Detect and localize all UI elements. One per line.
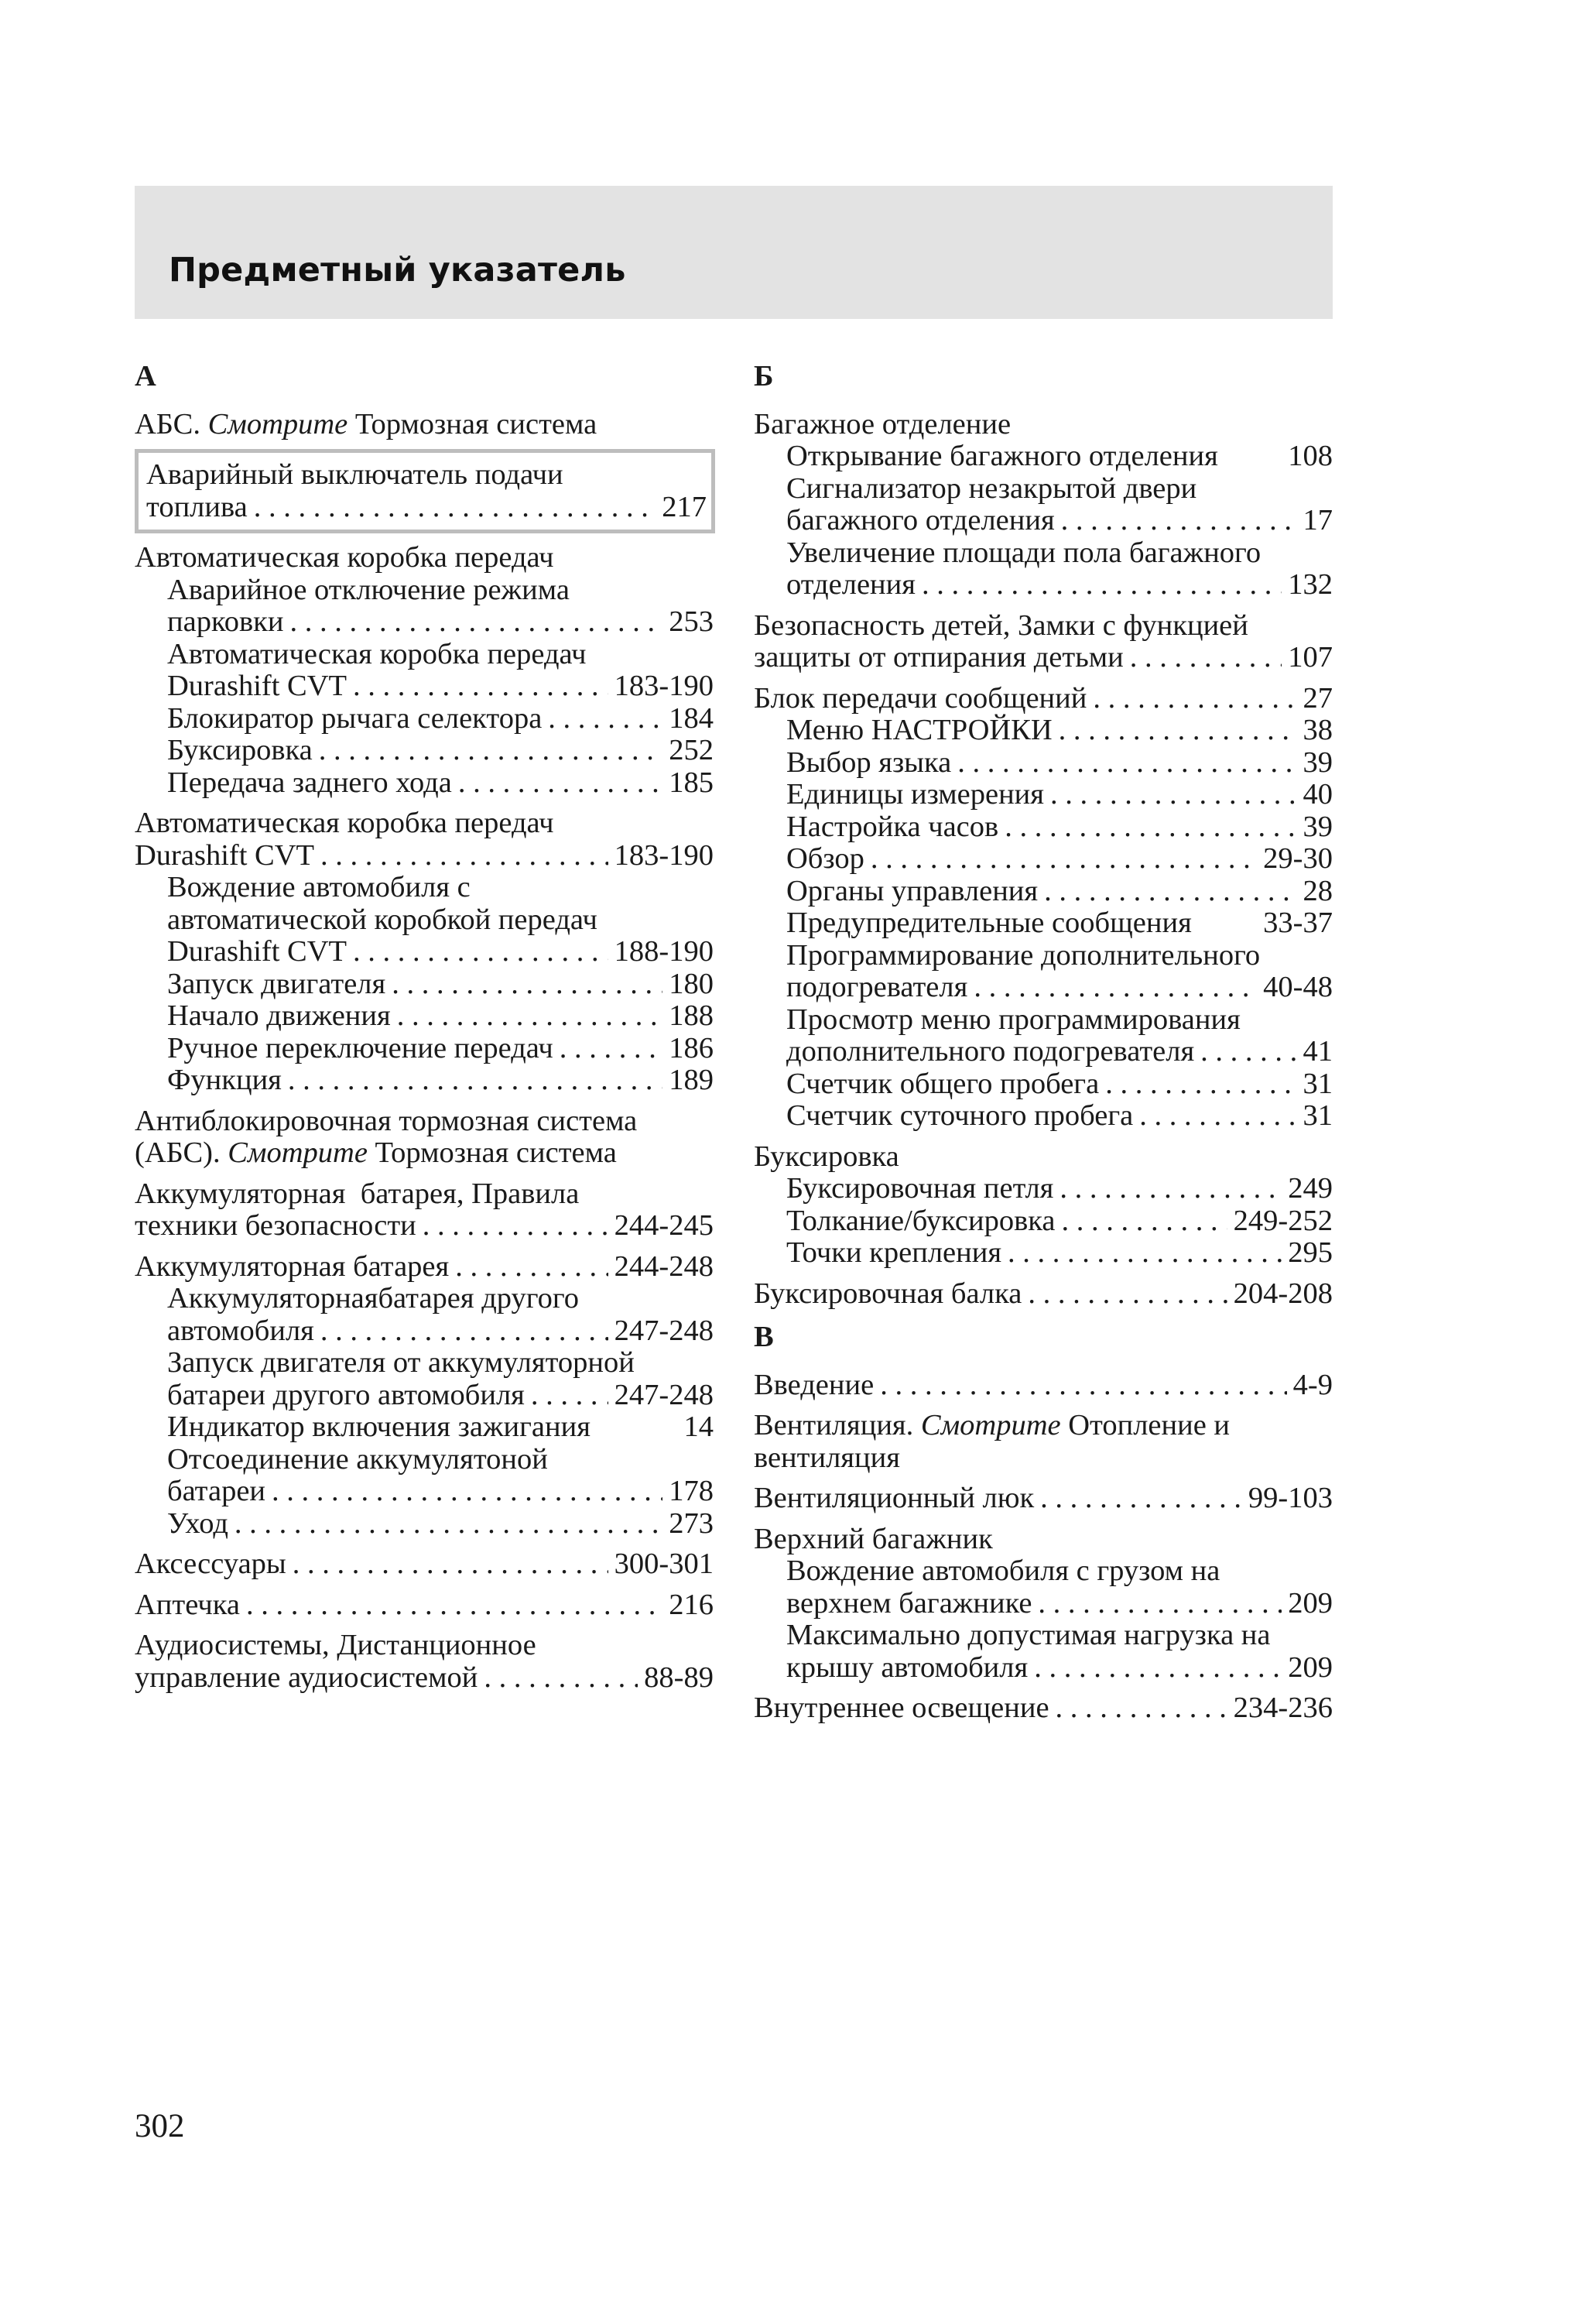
subentry-text: Меню НАСТРОЙКИ bbox=[786, 714, 1053, 746]
entry-text: Введение bbox=[754, 1368, 875, 1401]
subentry-text: Программирование дополнительного bbox=[786, 938, 1261, 972]
subentry-text: Толкание/буксировка bbox=[786, 1204, 1056, 1237]
page-ref: 88-89 bbox=[644, 1661, 714, 1694]
subentry-text: Открывание багажного отделения bbox=[786, 440, 1218, 472]
entry-text: Внутреннее освещение bbox=[754, 1692, 1049, 1724]
section-letter-b: Б bbox=[754, 360, 774, 392]
index-entry-introduction bbox=[754, 1369, 1333, 1402]
page-ref: 247-248 bbox=[614, 1378, 714, 1411]
subentry-text: автоматической коробкой передач bbox=[167, 903, 597, 936]
subentry-text: Запуск двигателя bbox=[167, 967, 386, 1000]
subentry-text: Органы управления bbox=[786, 874, 1039, 907]
subentry-text: Счетчик суточного пробега bbox=[786, 1099, 1134, 1132]
see-reference: Смотрите bbox=[207, 407, 348, 440]
page-ref: 188-190 bbox=[614, 935, 714, 968]
subentry-text: Настройка часов bbox=[786, 810, 999, 843]
entry-heading: Багажное отделение bbox=[754, 407, 1012, 440]
leader-dots bbox=[1028, 1278, 1227, 1311]
page-ref: 31 bbox=[1303, 1099, 1333, 1132]
leader-dots bbox=[1060, 1173, 1282, 1205]
page-ref: 108 bbox=[1288, 440, 1333, 472]
leader-dots bbox=[974, 972, 1257, 1004]
index-entry-battery-safety bbox=[135, 1178, 714, 1243]
leader-dots bbox=[1040, 1482, 1242, 1515]
page-ref: 29-30 bbox=[1263, 842, 1333, 875]
page-ref: 188 bbox=[669, 999, 714, 1032]
leader-dots bbox=[871, 843, 1257, 876]
leader-dots bbox=[484, 1662, 638, 1695]
leader-dots bbox=[1130, 642, 1282, 674]
page-ref: 183-190 bbox=[614, 838, 714, 872]
page-ref: 249-252 bbox=[1233, 1204, 1333, 1237]
index-entry-antilock-brakes bbox=[135, 1105, 714, 1170]
index-entry-fuel-cutoff-highlighted bbox=[135, 449, 715, 533]
page-ref: 247-248 bbox=[614, 1314, 714, 1347]
subentry-text: Просмотр меню программирования bbox=[786, 1003, 1241, 1036]
page-ref: 209 bbox=[1288, 1586, 1333, 1620]
entry-text: Безопасность детей, Замки с функцией bbox=[754, 608, 1248, 642]
leader-dots bbox=[458, 767, 662, 800]
index-entry-ventilation bbox=[754, 1410, 1333, 1474]
leader-dots bbox=[1008, 1237, 1282, 1270]
entry-text: Аксессуары bbox=[135, 1548, 286, 1580]
leader-dots bbox=[560, 1033, 663, 1065]
page-ref: 27 bbox=[1303, 681, 1333, 715]
leader-dots bbox=[1105, 1068, 1296, 1101]
subentry-text: Буксировка bbox=[167, 734, 313, 766]
page-title: Предметный указатель bbox=[169, 251, 626, 290]
leader-dots bbox=[957, 747, 1296, 780]
page-ref: 216 bbox=[669, 1588, 714, 1621]
leader-dots bbox=[1139, 1100, 1296, 1133]
leader-dots bbox=[234, 1508, 662, 1541]
page-ref: 41 bbox=[1303, 1035, 1333, 1068]
subentry-text: Вождение автомобиля с bbox=[167, 871, 471, 903]
leader-dots bbox=[353, 670, 608, 703]
subentry-text: парковки bbox=[167, 605, 284, 638]
subentry-text: крышу автомобиля bbox=[786, 1650, 1029, 1684]
page-ref: 28 bbox=[1303, 874, 1333, 907]
page-ref: 4-9 bbox=[1292, 1368, 1333, 1401]
see-target: Тормозная система bbox=[375, 1136, 617, 1169]
index-entry-accessories bbox=[135, 1548, 714, 1581]
page-ref: 39 bbox=[1303, 746, 1333, 779]
index-entry-child-safety bbox=[754, 610, 1333, 674]
page-ref: 99-103 bbox=[1248, 1482, 1333, 1514]
leader-dots bbox=[1034, 1652, 1282, 1685]
leader-dots bbox=[289, 606, 662, 639]
page-ref: 295 bbox=[1288, 1236, 1333, 1269]
entry-text: Вентиляционный люк bbox=[754, 1482, 1035, 1514]
index-entry-durashift-cvt bbox=[135, 807, 714, 1097]
leader-dots bbox=[531, 1380, 608, 1412]
entry-text: Аварийный выключатель подачи bbox=[146, 458, 563, 491]
entry-text: Аудиосистемы, Дистанционное bbox=[135, 1629, 536, 1661]
leader-dots bbox=[1059, 715, 1297, 747]
subentry-text: батареи другого автомобиля bbox=[167, 1378, 525, 1411]
see-reference: Смотрите bbox=[228, 1136, 368, 1169]
index-entry-roof-rack bbox=[754, 1524, 1333, 1685]
section-letter-v: В bbox=[754, 1321, 774, 1353]
page-ref: 300-301 bbox=[614, 1548, 714, 1580]
subentry-text: Ручное переключение передач bbox=[167, 1031, 553, 1064]
subentry-text: батареи bbox=[167, 1475, 266, 1507]
subentry-text: Предупредительные сообщения bbox=[786, 907, 1192, 939]
page-ref: 132 bbox=[1288, 568, 1333, 601]
leader-dots bbox=[1044, 876, 1296, 908]
subentry-text: Передача заднего хода bbox=[167, 766, 452, 799]
subentry-text: Буксировочная петля bbox=[786, 1172, 1054, 1205]
leader-dots bbox=[254, 492, 656, 524]
entry-text: техники безопасности bbox=[135, 1209, 416, 1242]
leader-dots bbox=[392, 968, 662, 1001]
index-entry-sunroof bbox=[754, 1482, 1333, 1515]
subentry-text: Durashift CVT bbox=[167, 670, 347, 702]
section-letter-a: А bbox=[135, 360, 156, 392]
subentry-text: Уход bbox=[167, 1506, 228, 1540]
leader-dots bbox=[1093, 683, 1296, 715]
leader-dots bbox=[272, 1476, 662, 1508]
subentry-text: Счетчик общего пробега bbox=[786, 1067, 1100, 1100]
page-ref: 184 bbox=[669, 701, 714, 735]
entry-text: АБС. bbox=[135, 407, 200, 440]
page-ref: 234-236 bbox=[1233, 1692, 1333, 1724]
index-entry-message-center bbox=[754, 683, 1333, 1133]
entry-text: (АБС). bbox=[135, 1136, 221, 1169]
leader-dots bbox=[455, 1251, 608, 1284]
index-entry-interior-light bbox=[754, 1692, 1333, 1725]
entry-text: защиты от отпирания детьми bbox=[754, 641, 1124, 674]
leader-dots bbox=[423, 1210, 608, 1243]
page-ref: 217 bbox=[662, 490, 707, 523]
page-ref: 38 bbox=[1303, 714, 1333, 746]
index-entry-first-aid bbox=[135, 1589, 714, 1622]
see-target: Тормозная система bbox=[354, 407, 597, 440]
leader-dots bbox=[880, 1369, 1286, 1402]
page-ref: 14 bbox=[683, 1411, 714, 1443]
page-ref: 40-48 bbox=[1263, 971, 1333, 1003]
subentry-text: Индикатор включения зажигания bbox=[167, 1411, 591, 1443]
leader-dots bbox=[1005, 811, 1296, 844]
index-entry-battery bbox=[135, 1251, 714, 1541]
page-ref: 204-208 bbox=[1233, 1277, 1333, 1310]
subentry-text: отделения bbox=[786, 568, 916, 601]
subentry-text: Отсоединение аккумулятоной bbox=[167, 1442, 548, 1476]
entry-text: топлива bbox=[146, 490, 248, 523]
subentry-text: Вождение автомобиля с грузом на bbox=[786, 1554, 1220, 1587]
leader-dots bbox=[922, 569, 1282, 602]
index-entry-audio bbox=[135, 1630, 714, 1694]
subentry-text: дополнительного подогревателя bbox=[786, 1035, 1195, 1068]
leader-dots bbox=[319, 735, 663, 767]
page-ref: 186 bbox=[669, 1031, 714, 1064]
entry-heading: Аккумуляторная батарея bbox=[135, 1249, 450, 1283]
entry-heading: Автоматическая коробка передач bbox=[135, 541, 554, 574]
index-column-right bbox=[754, 358, 1333, 1733]
page-ref: 183-190 bbox=[614, 670, 714, 702]
leader-dots bbox=[1061, 1205, 1227, 1238]
leader-dots bbox=[548, 703, 662, 735]
page-ref: 180 bbox=[669, 967, 714, 1000]
leader-dots bbox=[293, 1548, 608, 1581]
subentry-text: Единицы измерения bbox=[786, 778, 1044, 811]
page-ref: 249 bbox=[1288, 1172, 1333, 1205]
subentry-text: автомобиля bbox=[167, 1314, 314, 1347]
leader-dots bbox=[320, 1315, 608, 1348]
page-ref: 17 bbox=[1303, 504, 1333, 536]
page-ref: 31 bbox=[1303, 1067, 1333, 1100]
page-ref: 273 bbox=[669, 1506, 714, 1540]
leader-dots bbox=[246, 1589, 662, 1622]
subentry-text: Максимально допустимая нагрузка на bbox=[786, 1619, 1271, 1651]
entry-text: Антиблокировочная тормозная система bbox=[135, 1104, 638, 1137]
subentry-text: Блокиратор рычага селектора bbox=[167, 701, 543, 735]
subentry-text: Обзор bbox=[786, 842, 864, 875]
index-entry-abs bbox=[135, 409, 714, 441]
page-ref: 185 bbox=[669, 766, 714, 799]
index-entry-trunk bbox=[754, 409, 1333, 602]
see-target: вентиляция bbox=[754, 1441, 900, 1474]
subentry-text: Выбор языка bbox=[786, 746, 952, 779]
subentry-text: подогревателя bbox=[786, 971, 968, 1003]
entry-text: Durashift CVT bbox=[135, 838, 315, 872]
subentry-text: Аварийное отключение режима bbox=[167, 573, 570, 606]
leader-dots bbox=[397, 1000, 663, 1033]
subentry-text: Точки крепления bbox=[786, 1236, 1002, 1269]
leader-dots bbox=[1056, 1692, 1227, 1725]
subentry-text: Сигнализатор незакрытой двери bbox=[786, 471, 1197, 505]
page-ref: 209 bbox=[1288, 1650, 1333, 1684]
leader-dots bbox=[320, 840, 608, 872]
index-entry-tow-bar bbox=[754, 1278, 1333, 1311]
page-ref: 178 bbox=[669, 1475, 714, 1507]
see-target: Отопление и bbox=[1068, 1409, 1231, 1441]
page-ref: 189 bbox=[669, 1064, 714, 1096]
index-column-left bbox=[135, 358, 714, 1702]
page-ref: 40 bbox=[1303, 778, 1333, 811]
leader-dots bbox=[288, 1064, 662, 1097]
subentry-text: Аккумуляторнаябатарея другого bbox=[167, 1282, 579, 1315]
page-ref: 33-37 bbox=[1263, 907, 1333, 939]
subentry-text: Durashift CVT bbox=[167, 935, 347, 968]
leader-dots bbox=[1061, 505, 1297, 537]
see-reference: Смотрите bbox=[920, 1409, 1061, 1441]
entry-text: Буксировочная балка bbox=[754, 1277, 1022, 1310]
page-ref: 107 bbox=[1288, 641, 1333, 674]
entry-heading: Буксировка bbox=[754, 1140, 899, 1173]
entry-heading: Блок передачи сообщений bbox=[754, 681, 1087, 715]
entry-text: Аптечка bbox=[135, 1588, 240, 1621]
entry-text: Вентиляция. bbox=[754, 1409, 914, 1441]
leader-dots bbox=[1050, 779, 1297, 811]
subentry-text: Автоматическая коробка передач bbox=[167, 637, 587, 670]
index-entry-towing bbox=[754, 1141, 1333, 1270]
index-entry-automatic-transmission bbox=[135, 542, 714, 799]
entry-heading: Верхний багажник bbox=[754, 1522, 993, 1555]
subentry-text: Функция bbox=[167, 1064, 282, 1096]
page-ref: 244-245 bbox=[614, 1209, 714, 1242]
page-ref: 252 bbox=[669, 734, 714, 766]
subentry-text: Увеличение площади пола багажного bbox=[786, 536, 1261, 569]
subentry-text: Запуск двигателя от аккумуляторной bbox=[167, 1346, 635, 1379]
header-band bbox=[135, 186, 1333, 319]
leader-dots bbox=[353, 936, 608, 968]
subentry-text: багажного отделения bbox=[786, 504, 1055, 536]
page-number: 302 bbox=[135, 2108, 185, 2144]
entry-text: Аккумуляторная батарея, Правила bbox=[135, 1177, 580, 1210]
entry-heading: Автоматическая коробка передач bbox=[135, 807, 554, 839]
leader-dots bbox=[1038, 1588, 1282, 1620]
subentry-text: Начало движения bbox=[167, 999, 391, 1032]
page-ref: 39 bbox=[1303, 810, 1333, 843]
leader-dots bbox=[1200, 1036, 1296, 1068]
subentry-text: верхнем багажнике bbox=[786, 1586, 1032, 1620]
entry-text: управление аудиосистемой bbox=[135, 1661, 478, 1694]
page-ref: 244-248 bbox=[614, 1249, 714, 1283]
page-ref: 253 bbox=[669, 605, 714, 638]
